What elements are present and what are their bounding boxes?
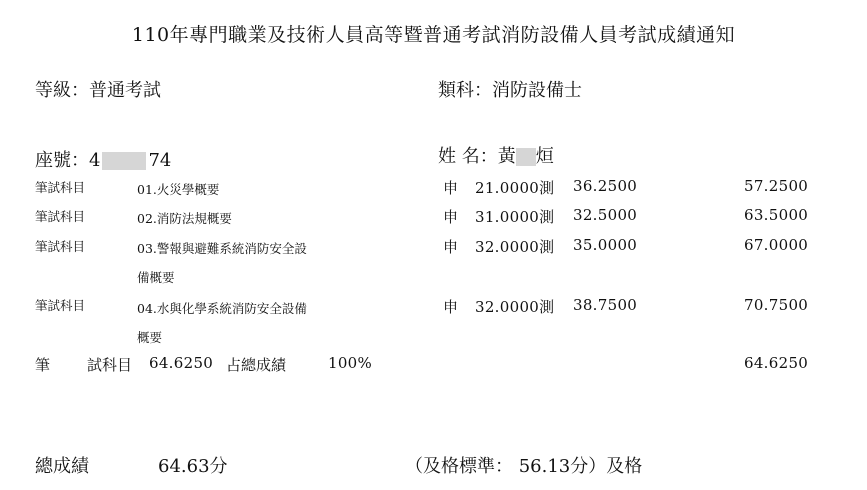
subject-name-continued: 概要 — [137, 330, 163, 345]
name-suffix: 烜 — [535, 146, 554, 167]
subject-name: 03.警報與避難系統消防安全設 — [137, 241, 307, 256]
summary-average: 64.6250 — [149, 354, 214, 372]
subject-type: 筆試科目 — [35, 239, 86, 254]
subject-type: 筆試科目 — [35, 209, 86, 224]
subject-name: 01.火災學概要 — [137, 182, 220, 197]
category-label: 類科： — [438, 80, 492, 101]
subject-type: 筆試科目 — [35, 298, 86, 313]
name-label: 姓 名： — [438, 146, 498, 167]
total-score-value: 64.63分 — [158, 456, 228, 477]
summary-first-char: 筆 — [35, 356, 51, 374]
grade-field — [35, 76, 161, 102]
grade-value: 普通考試 — [89, 80, 161, 101]
name-field — [438, 142, 554, 168]
subject-score-a: 21.0000測 — [475, 179, 555, 197]
subject-score-b: 38.7500 — [573, 296, 638, 314]
subject-flag: 申 — [443, 238, 459, 256]
subject-total: 70.7500 — [744, 296, 809, 314]
subject-total: 63.5000 — [744, 206, 809, 224]
category-field — [438, 76, 582, 102]
category-value: 消防設備士 — [492, 80, 582, 101]
grade-label: 等級： — [35, 80, 89, 101]
pass-standard: （及格標準： 56.13分）及格 — [405, 456, 643, 477]
subject-name: 04.水與化學系統消防安全設備 — [137, 301, 307, 316]
notice-title: 110年專門職業及技術人員高等暨普通考試消防設備人員考試成績通知 — [131, 24, 736, 46]
seat-number-field — [35, 146, 171, 172]
summary-weight-value: 100% — [328, 354, 373, 372]
subject-type: 筆試科目 — [35, 180, 86, 195]
subject-score-b: 32.5000 — [573, 206, 638, 224]
subject-total: 57.2500 — [744, 177, 809, 195]
subject-score-b: 36.2500 — [573, 177, 638, 195]
subject-flag: 申 — [443, 298, 459, 316]
name-redaction — [516, 148, 536, 166]
subject-flag: 申 — [443, 179, 459, 197]
subject-name-continued: 備概要 — [137, 270, 175, 285]
summary-label: 試科目 — [87, 356, 133, 374]
seat-prefix: 4 — [89, 150, 101, 171]
subject-score-b: 35.0000 — [573, 236, 638, 254]
seat-redaction — [102, 152, 146, 170]
name-prefix: 黃 — [497, 146, 516, 167]
subject-score-a: 32.0000測 — [475, 298, 555, 316]
subject-score-a: 31.0000測 — [475, 208, 555, 226]
subject-score-a: 32.0000測 — [475, 238, 555, 256]
seat-label: 座號： — [35, 150, 89, 171]
total-score-label: 總成績 — [35, 456, 89, 477]
subject-total: 67.0000 — [744, 236, 809, 254]
summary-total: 64.6250 — [744, 354, 809, 372]
summary-weight-label: 占總成績 — [226, 356, 287, 374]
seat-suffix: 74 — [148, 150, 172, 171]
subject-name: 02.消防法規概要 — [137, 211, 232, 226]
subject-flag: 申 — [443, 208, 459, 226]
